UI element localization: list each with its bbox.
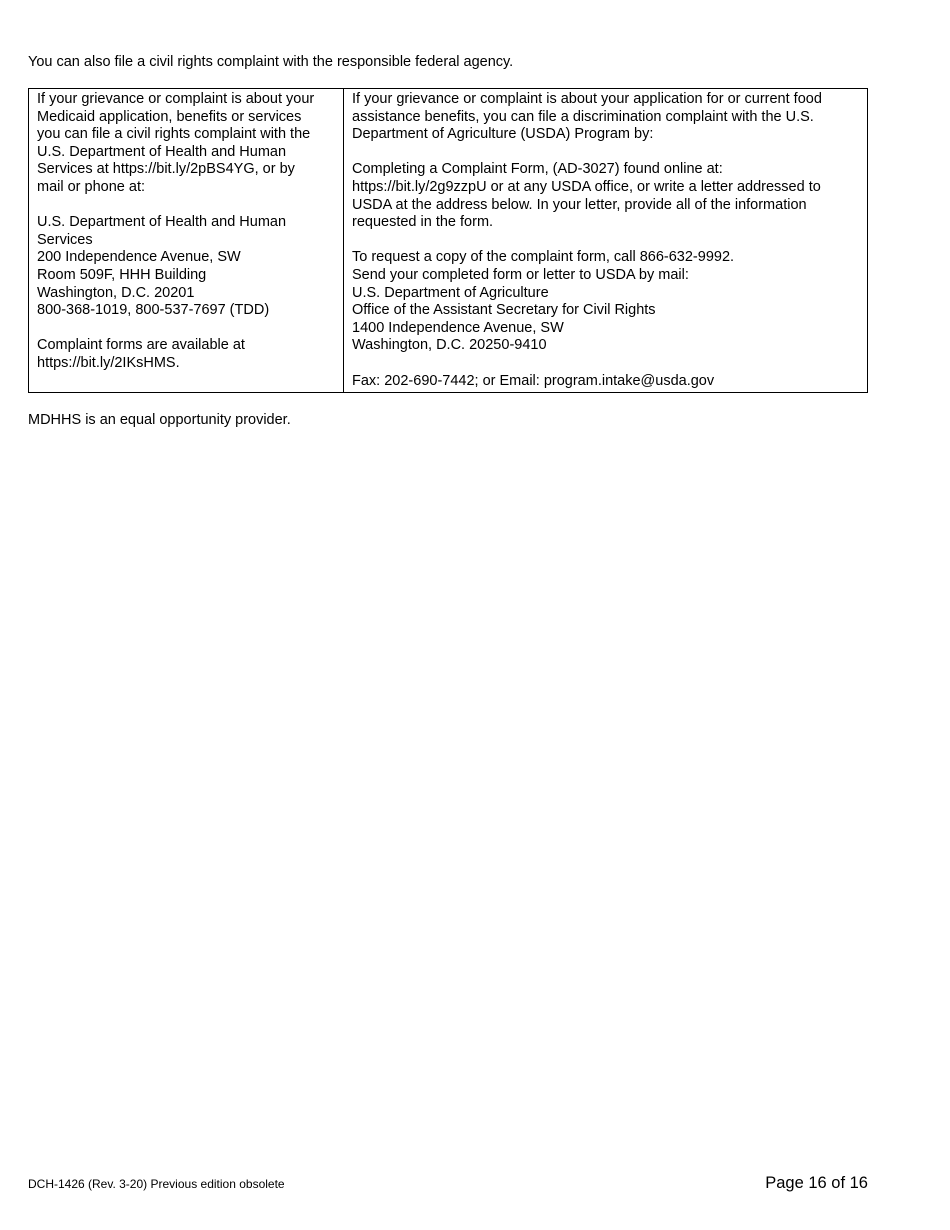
- usda-form-paragraph: [352, 161, 859, 231]
- text-line: 1400 Independence Avenue, SW: [352, 319, 564, 336]
- text-line: Room 509F, HHH Building: [37, 266, 207, 283]
- text-line: Washington, D.C. 20250-9410: [352, 337, 547, 354]
- form-id: DCH-1426 (Rev. 3-20): [28, 1177, 148, 1191]
- text-line: Fax: 202-690-7442; or Email: program.intake@usda.gov: [352, 372, 715, 389]
- text-line: U.S. Department of Agriculture: [352, 284, 549, 301]
- page-number: Page 16 of 16: [765, 1174, 868, 1192]
- usda-contact-paragraph: [352, 373, 859, 391]
- text-line: requested in the form.: [352, 214, 494, 231]
- text-line: U.S. Department of Health and Human: [37, 214, 287, 231]
- hhs-forms-paragraph: [37, 337, 335, 372]
- text-line: you can file a civil rights complaint with the: [37, 126, 311, 143]
- text-line: Department of Agriculture (USDA) Program by:: [352, 126, 654, 143]
- text-line: mail or phone at:: [37, 178, 146, 195]
- text-line: If your grievance or complaint is about your: [37, 91, 315, 107]
- text-line: Washington, D.C. 20201: [37, 284, 195, 301]
- hhs-complaint-cell: [29, 89, 344, 393]
- form-note: Previous edition obsolete: [150, 1177, 285, 1191]
- usda-intro-paragraph: [352, 91, 859, 144]
- usda-complaint-cell: [344, 89, 868, 393]
- text-line: 200 Independence Avenue, SW: [37, 249, 241, 266]
- text-line: Office of the Assistant Secretary for Civil Rights: [352, 302, 656, 319]
- text-line: https://bit.ly/2IKsHMS.: [37, 354, 180, 371]
- text-line: If your grievance or complaint is about your application for or current food: [352, 91, 822, 107]
- text-line: Completing a Complaint Form, (AD-3027) found online at:: [352, 161, 723, 178]
- usda-address-paragraph: [352, 249, 859, 355]
- text-line: Complaint forms are available at: [37, 337, 245, 354]
- text-line: Send your completed form or letter to USDA by mail:: [352, 266, 689, 283]
- text-line: 800-368-1019, 800-537-7697 (TDD): [37, 302, 270, 319]
- table-row: [29, 89, 868, 393]
- hhs-intro-paragraph: [37, 91, 335, 197]
- intro-text: You can also file a civil rights complaint with the responsible federal agency.: [28, 54, 514, 70]
- hhs-address-block: [37, 214, 335, 320]
- text-line: https://bit.ly/2g9zzpU or at any USDA office, or write a letter addressed to: [352, 178, 821, 195]
- text-line: USDA at the address below. In your letter, provide all of the information: [352, 196, 807, 213]
- text-line: U.S. Department of Health and Human: [37, 143, 287, 160]
- equal-opportunity-statement: MDHHS is an equal opportunity provider.: [28, 412, 291, 428]
- text-line: assistance benefits, you can file a discrimination complaint with the U.S.: [352, 108, 814, 125]
- civil-rights-table: [28, 88, 868, 393]
- text-line: Services at https://bit.ly/2pBS4YG, or by: [37, 161, 295, 178]
- text-line: Services: [37, 231, 93, 248]
- form-revision-footer: [28, 1177, 285, 1192]
- text-line: Medicaid application, benefits or services: [37, 108, 302, 125]
- text-line: To request a copy of the complaint form, call 866-632-9992.: [352, 249, 735, 266]
